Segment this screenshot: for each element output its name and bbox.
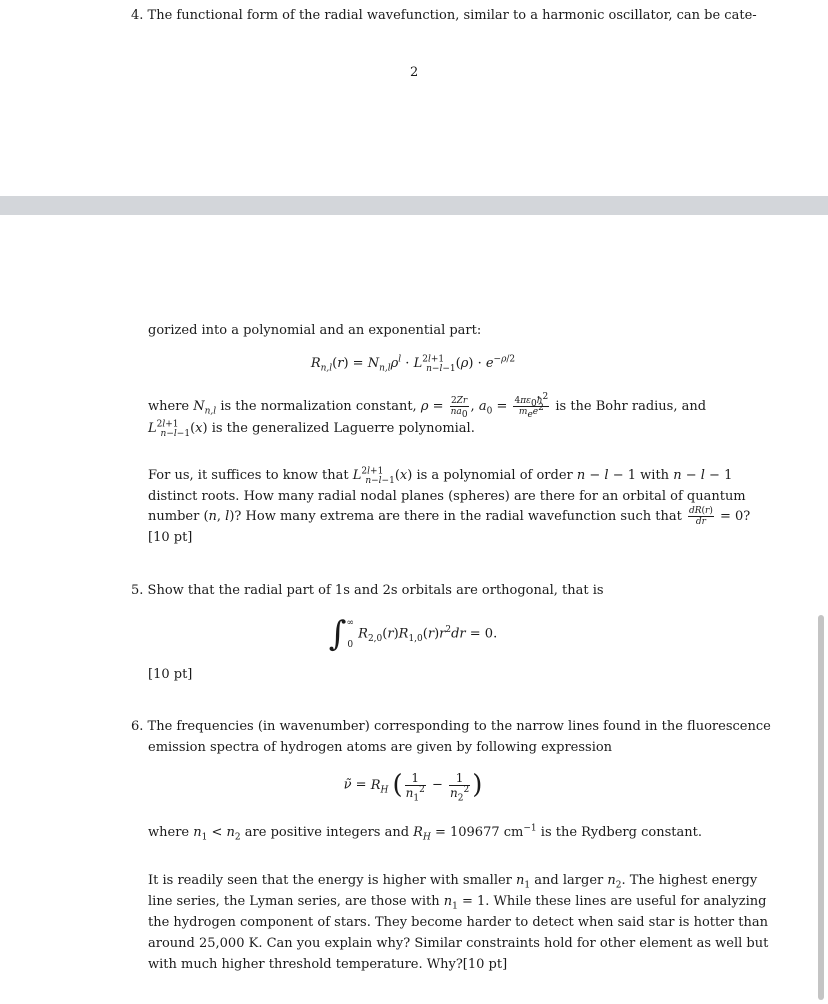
q6-equation-rydberg: ν̃ = $R_H$ ( $\frac{1}{n_1^2}$ − $\frac{1}{n_2^2}$ ) xyxy=(343,770,483,803)
bohr-fraction: $\frac{4\pi\varepsilon_0ħ^2}{m_ee^2}$ xyxy=(514,392,549,420)
q6-para-line-5: with much higher threshold temperature. Why?[10 pt] xyxy=(148,957,508,972)
q5-points: [10 pt] xyxy=(148,667,193,682)
q6-para-line-3: the hydrogen component of stars. They become harder to detect when said star is hotter than xyxy=(148,915,769,930)
q6-para-line-1: It is readily seen that the energy is higher with smaller $n_1$ and larger $n_2$. The highest energy xyxy=(148,873,758,891)
q6-para-line-2: line series, the Lyman series, are those with $n_1 = 1$. While these lines are useful for analyzing xyxy=(148,894,767,912)
q6-where-line: where $n_1 < n_2$ are positive integers and $R_H = 109677$ $cm^{-1}$ is the Rydberg constant. xyxy=(148,823,702,843)
q4-line-1: 4. The functional form of the radial wavefunction, similar to a harmonic oscillator, can be cate- xyxy=(131,8,757,23)
page-break-separator xyxy=(0,196,828,215)
derivative-fraction: $\frac{dR(r)}{dr}$ xyxy=(688,506,713,527)
inv-n2-fraction: $\frac{1}{n_2^2}$ xyxy=(450,770,470,803)
inv-n1-fraction: $\frac{1}{n_1^2}$ xyxy=(405,770,425,803)
q4-para-line-2: distinct roots. How many radial nodal planes (spheres) are there for an orbital of quantum xyxy=(148,489,746,504)
q6-para-line-4: around 25,000 K. Can you explain why? Similar constraints hold for other element as well but xyxy=(148,936,769,951)
q4-line-2: gorized into a polynomial and an exponential part: xyxy=(148,323,482,338)
q4-equation-radial: $R_{n,l}(r) = N_{n,l}\rho^l \cdot L^{2l+1}_{n-l-1}(\rho) \cdot e^{-\rho/2}$ xyxy=(310,354,516,374)
q6-line-2: emission spectra of hydrogen atoms are given by following expression xyxy=(148,740,613,755)
page-number: 2 xyxy=(410,65,419,80)
q4-para-line-3: number (n, l)? How many extrema are there in the radial wavefunction such that $\frac{dR(r)}{dr}$ = 0? xyxy=(148,506,751,527)
vertical-scrollbar[interactable] xyxy=(818,615,824,1000)
q4-where-line-1: where $N_{n,l}$ is the normalization constant, ρ = $\frac{2Zr}{na_0}$ , $a_0$ = $\frac{4\pi\varepsilon_0ħ^2}{m_ee^2}$ is the Bohr radius, and xyxy=(148,392,707,420)
q6-line-1: 6. The frequencies (in wavenumber) corresponding to the narrow lines found in the fluorescence xyxy=(131,719,771,734)
q4-para-line-1: For us, it suffices to know that $L^{2l+1}_{n-l-1}(x)$ is a polynomial of order n − l − 1 with n − l − 1 xyxy=(148,466,733,486)
q5-line-1: 5. Show that the radial part of 1s and 2s orbitals are orthogonal, that is xyxy=(131,583,604,598)
rho-fraction: $\frac{2Zr}{na_0}$ xyxy=(450,396,468,420)
q5-equation-orthogonal: ∫ ∞ 0 $R_{2,0}(r)R_{1,0}(r)r^2dr = 0$. xyxy=(328,614,498,654)
q4-where-line-2: $L^{2l+1}_{n-l-1}(x)$ is the generalized Laguerre polynomial. xyxy=(148,419,475,439)
q4-points: [10 pt] xyxy=(148,530,193,545)
